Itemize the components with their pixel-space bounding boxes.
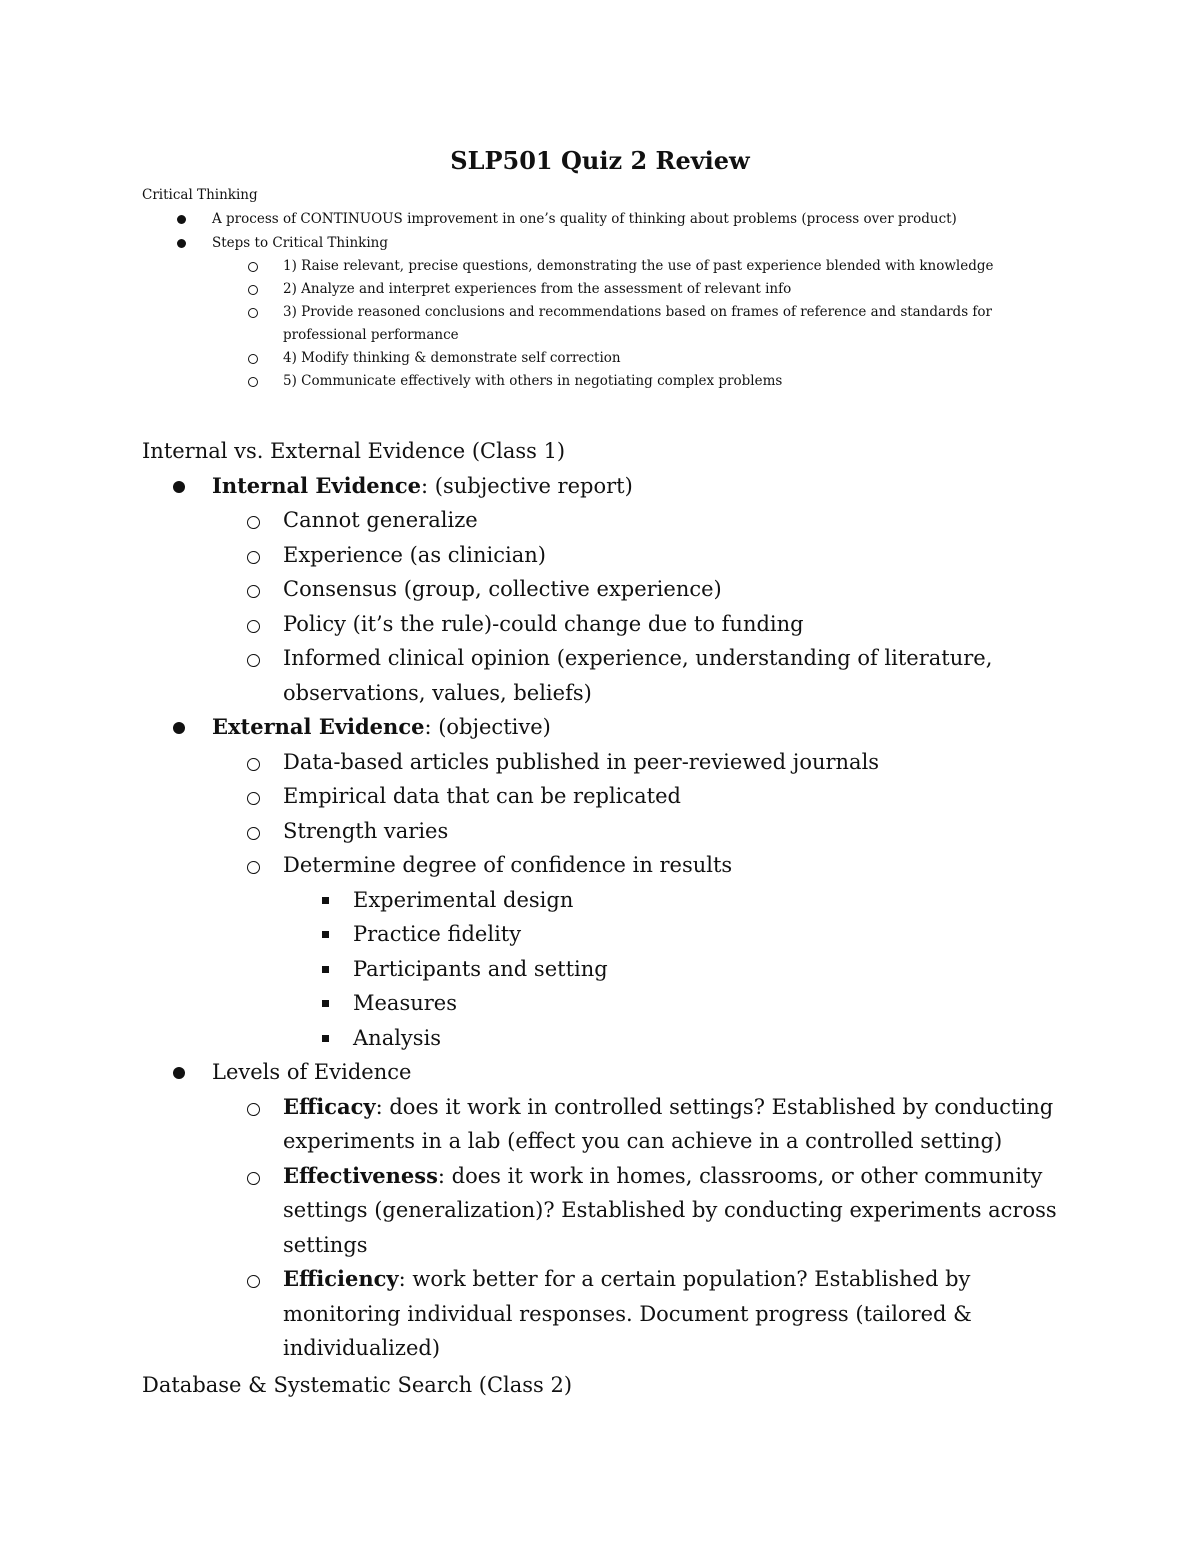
list-item: Measures: [353, 986, 1072, 1021]
list-item: Informed clinical opinion (experience, understanding of literature, observations, values, beliefs): [283, 641, 1072, 710]
list-item: Empirical data that can be replicated: [283, 779, 1072, 814]
step-item: 5) Communicate effectively with others in negotiating complex problems: [283, 370, 1042, 393]
list-item: Experience (as clinician): [283, 538, 1072, 573]
external-evidence-sublist: [212, 745, 1072, 1056]
list-item: Policy (it’s the rule)-could change due to funding: [283, 607, 1072, 642]
levels-of-evidence-label: Levels of Evidence: [212, 1060, 412, 1084]
critical-thinking-section: [142, 183, 1042, 393]
efficiency-item: Efficiency: work better for a certain population? Established by monitoring individual responses. Document progress (tailored & individualized): [283, 1262, 1072, 1366]
step-item: 2) Analyze and interpret experiences from the assessment of relevant info: [283, 278, 1042, 301]
levels-of-evidence-sublist: [212, 1090, 1072, 1366]
levels-of-evidence-item: [212, 1055, 1072, 1366]
list-item: Participants and setting: [353, 952, 1072, 987]
external-evidence-label: External Evidence: [212, 714, 425, 739]
external-evidence-item: External Evidence: (objective) Data-based articles published in peer-reviewed journals Empirical data that can be replicated Strength varies Determine degree of confidence in results Experimental design Practice fidelity Participants and setting Measures Analysis: [212, 710, 1072, 1055]
database-heading: Database & Systematic Search (Class 2): [142, 1373, 573, 1397]
list-item: Experimental design: [353, 883, 1072, 918]
evidence-section: [142, 434, 1072, 1366]
efficacy-item: Efficacy: does it work in controlled settings? Established by conducting experiments in a lab (effect you can achieve in a controlled setting): [283, 1090, 1072, 1159]
internal-evidence-sublist: [212, 503, 1072, 710]
critical-thinking-steps: [212, 255, 1042, 393]
list-item: Determine degree of confidence in results Experimental design Practice fidelity Participants and setting Measures Analysis: [283, 848, 1072, 1055]
list-item: Steps to Critical Thinking 1) Raise relevant, precise questions, demonstrating the use of past experience blended with knowledge 2) Analyze and interpret experiences from the assessment of relevant info 3) Provide reasoned conclusions and recommendations based on frames of reference and standards for professional performance 4) Modify thinking & demonstrate self correction 5) Communicate effectively with others in negotiating complex problems: [212, 231, 1042, 393]
evidence-list: [142, 469, 1072, 1366]
list-item: Cannot generalize: [283, 503, 1072, 538]
critical-thinking-list: [142, 207, 1042, 393]
list-item: Practice fidelity: [353, 917, 1072, 952]
confidence-sublist: [283, 883, 1072, 1056]
list-item: Consensus (group, collective experience): [283, 572, 1072, 607]
critical-thinking-heading: Critical Thinking: [142, 187, 258, 203]
list-item: A process of CONTINUOUS improvement in one’s quality of thinking about problems (process over product): [212, 207, 1042, 231]
internal-evidence-label: Internal Evidence: [212, 472, 422, 498]
database-section: [142, 1368, 1072, 1403]
step-item: 4) Modify thinking & demonstrate self correction: [283, 347, 1042, 370]
list-item: Analysis: [353, 1021, 1072, 1056]
page-title: SLP501 Quiz 2 Review: [450, 146, 750, 175]
internal-evidence-item: Internal Evidence: (subjective report) Cannot generalize Experience (as clinician) Consensus (group, collective experience) Policy (it’s the rule)-could change due to funding Informed clinical opinion (experience, understanding of literature, observations, values, beliefs): [212, 469, 1072, 711]
step-item: 1) Raise relevant, precise questions, demonstrating the use of past experience blended with knowledge: [283, 255, 1042, 278]
list-item: Data-based articles published in peer-reviewed journals: [283, 745, 1072, 780]
effectiveness-item: Effectiveness: does it work in homes, classrooms, or other community settings (generalization)? Established by conducting experiments across settings: [283, 1159, 1072, 1263]
list-item: Strength varies: [283, 814, 1072, 849]
step-item: 3) Provide reasoned conclusions and recommendations based on frames of reference and standards for professional performance: [283, 301, 1042, 347]
evidence-heading: Internal vs. External Evidence (Class 1): [142, 439, 566, 463]
